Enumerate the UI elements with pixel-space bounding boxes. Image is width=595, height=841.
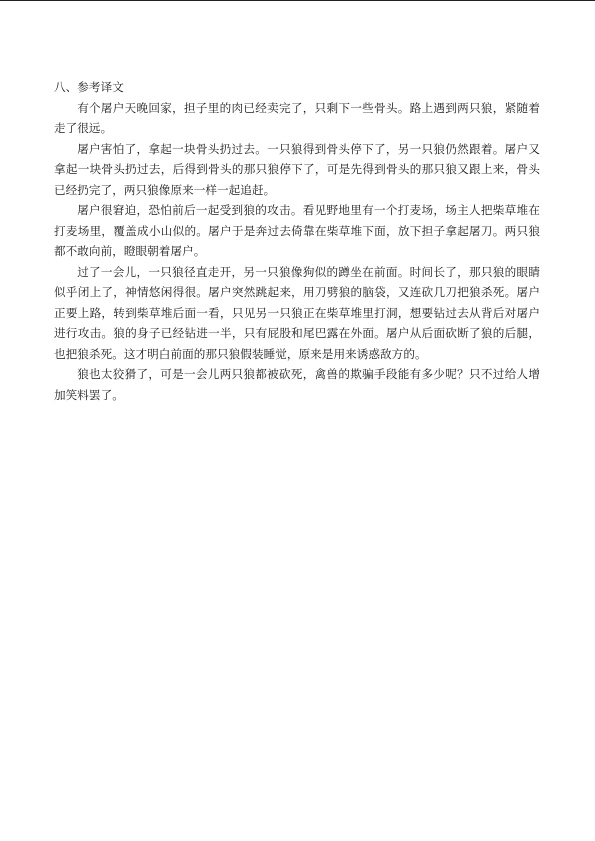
paragraph-4: 过了一会儿，一只狼径直走开，另一只狼像狗似的蹲坐在前面。时间长了，那只狼的眼睛似乎闭上了，神情悠闲得很。屠户突然跳起来，用刀劈狼的脑袋，又连砍几刀把狼杀死。屠户正要上路，转到柴草堆后面一看，只见另一只狼正在柴草堆里打洞，想要钻过去从背后对屠户进行攻击。狼的身子已经钻进一半，只有屁股和尾巴露在外面。屠户从后面砍断了狼的后腿，也把狼杀死。这才明白前面的那只狼假装睡觉，原来是用来诱惑敌方的。	[54, 264, 540, 361]
paragraph-5: 狼也太狡猾了，可是一会儿两只狼都被砍死，禽兽的欺骗手段能有多少呢？只不过给人增加笑料罢了。	[54, 367, 540, 402]
section-heading: 八、参考译文	[54, 80, 124, 94]
paragraph-3: 屠户很窘迫，恐怕前后一起受到狼的攻击。看见野地里有一个打麦场，场主人把柴草堆在打麦场里，覆盖成小山似的。屠户于是奔过去倚靠在柴草堆下面，放下担子拿起屠刀。两只狼都不敢向前，瞪眼朝着屠户。	[54, 203, 540, 258]
top-border-line	[0, 0, 595, 1]
document-body	[54, 77, 540, 405]
paragraph-2: 屠户害怕了，拿起一块骨头扔过去。一只狼得到骨头停下了，另一只狼仍然跟着。屠户又拿起一块骨头扔过去，后得到骨头的那只狼停下了，可是先得到骨头的那只狼又跟上来，骨头已经扔完了，两只狼像原来一样一起追赶。	[54, 141, 540, 197]
paragraph-1: 有个屠户天晚回家，担子里的肉已经卖完了，只剩下一些骨头。路上遇到两只狼，紧随着走了很远。	[54, 100, 540, 135]
